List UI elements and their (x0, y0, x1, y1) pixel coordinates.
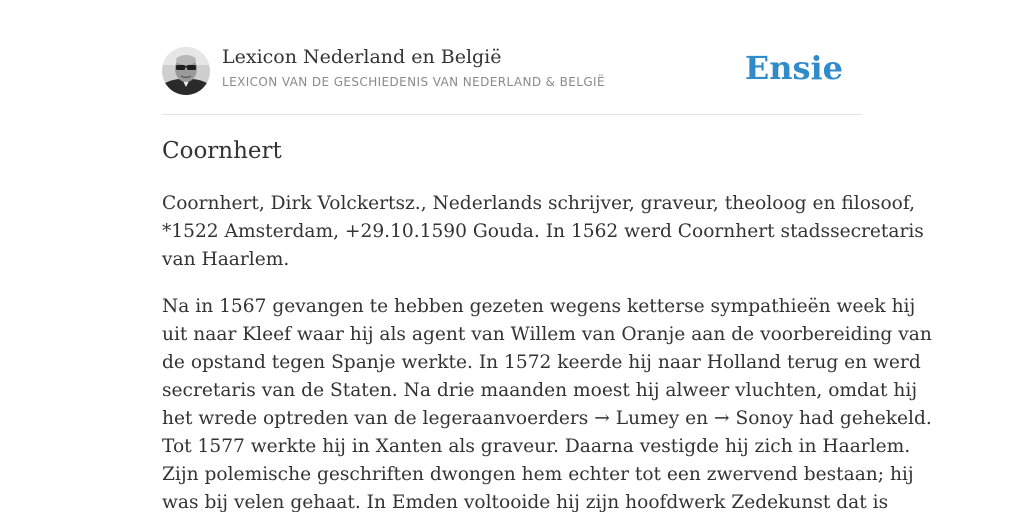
article-title: Coornhert (162, 138, 282, 164)
article-paragraph (162, 190, 924, 274)
site-subtitle: LEXICON VAN DE GESCHIEDENIS VAN NEDERLAND & BELGIË (222, 75, 605, 89)
article-paragraph (162, 293, 932, 512)
person-portrait-icon (162, 47, 210, 95)
text-line: de opstand tegen Spanje werkte. In 1572 keerde hij naar Holland terug en werd (162, 352, 921, 373)
text-line: van Haarlem. (162, 249, 290, 270)
text-line: Coornhert, Dirk Volckertsz., Nederlands schrijver, graveur, theoloog en filosoof, (162, 193, 915, 214)
text-line: Tot 1577 werkte hij in Xanten als graveur. Daarna vestigde hij zich in Haarlem. (162, 436, 911, 457)
brand-logo[interactable]: Ensie (744, 49, 843, 87)
site-title[interactable]: Lexicon Nederland en België (222, 46, 502, 68)
article-body (162, 190, 932, 512)
text-line: Na in 1567 gevangen te hebben gezeten wegens ketterse sympathieën week hij (162, 296, 916, 317)
text-line: Zijn polemische geschriften dwongen hem echter tot een zwervend bestaan; hij (162, 464, 914, 485)
text-line-with-links[interactable]: het wrede optreden van de legeraanvoerders → Lumey en → Sonoy had gehekeld. (162, 408, 932, 429)
text-line: *1522 Amsterdam, +29.10.1590 Gouda. In 1562 werd Coornhert stadssecretaris (162, 221, 924, 242)
site-header (162, 44, 862, 115)
text-line: uit naar Kleef waar hij als agent van Willem van Oranje aan de voorbereiding van (162, 324, 932, 345)
text-line: secretaris van de Staten. Na drie maanden moest hij alweer vluchten, omdat hij (162, 380, 918, 401)
avatar[interactable] (162, 47, 210, 95)
text-line: was bij velen gehaat. In Emden voltooide hij zijn hoofdwerk Zedekunst dat is (162, 492, 889, 512)
